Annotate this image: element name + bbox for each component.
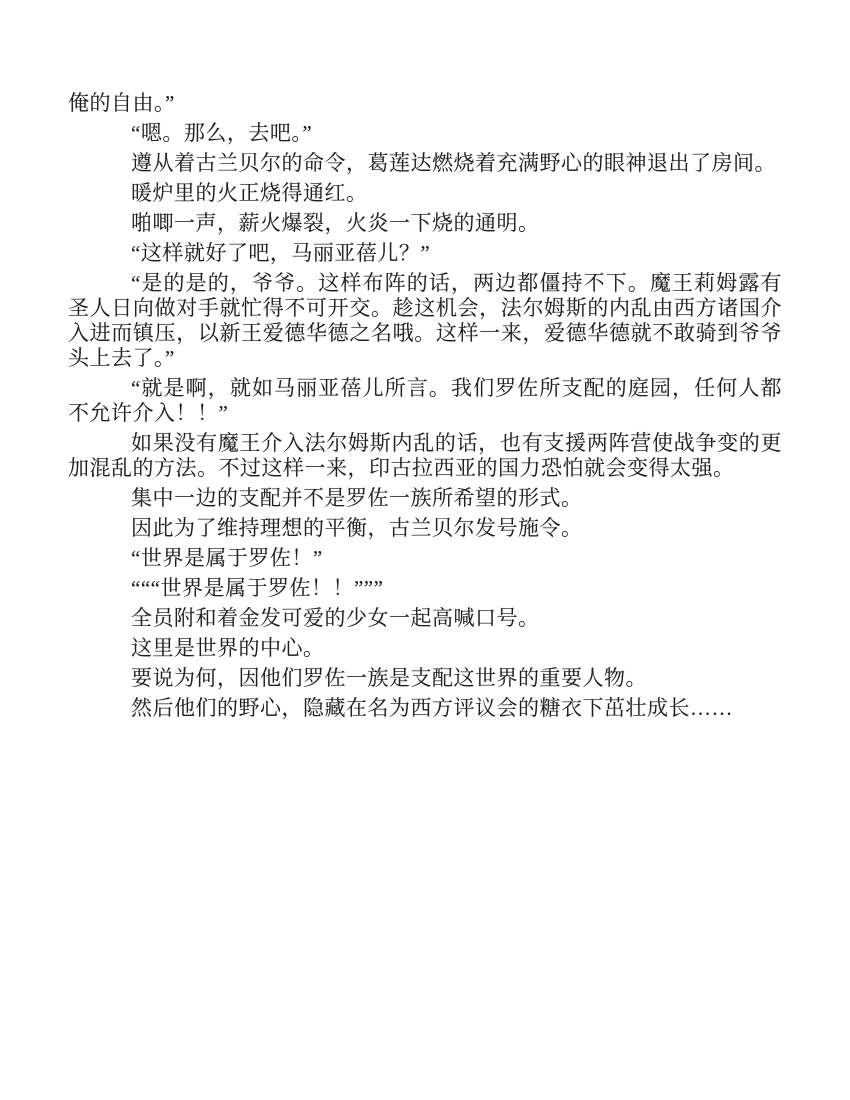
- paragraph: “这样就好了吧，马丽亚蓓儿？”: [131, 241, 431, 265]
- paragraph: 然后他们的野心，隐藏在名为西方评议会的糖衣下茁壮成长……: [131, 696, 733, 720]
- paragraph: 暖炉里的火正烧得通红。: [131, 181, 368, 205]
- paragraph: 要说为何，因他们罗佐一族是支配这世界的重要人物。: [131, 666, 647, 690]
- paragraph: 集中一边的支配并不是罗佐一族所希望的形式。: [131, 486, 583, 510]
- paragraph: “““世界是属于罗佐！！”””: [131, 576, 384, 600]
- paragraph: 这里是世界的中心。: [131, 636, 325, 660]
- page-text: [68, 91, 782, 726]
- paragraph: “嗯。那么，去吧。”: [131, 121, 313, 145]
- paragraph: 俺的自由。”: [68, 91, 175, 115]
- paragraph: “世界是属于罗佐！”: [131, 546, 323, 570]
- paragraph: 因此为了维持理想的平衡，古兰贝尔发号施令。: [131, 516, 583, 540]
- paragraph: “就是啊，就如马丽亚蓓儿所言。我们罗佐所支配的庭园，任何人都不允许介入！！”: [68, 376, 782, 425]
- paragraph: 啪唧一声，薪火爆裂，火炎一下烧的通明。: [131, 211, 540, 235]
- paragraph: 遵从着古兰贝尔的命令，葛莲达燃烧着充满野心的眼神退出了房间。: [131, 151, 776, 175]
- paragraph: 全员附和着金发可爱的少女一起高喊口号。: [131, 606, 540, 630]
- paragraph: 如果没有魔王介入法尔姆斯内乱的话，也有支援两阵营使战争变的更加混乱的方法。不过这样一来，印古拉西亚的国力恐怕就会变得太强。: [68, 431, 782, 480]
- paragraph: “是的是的，爷爷。这样布阵的话，两边都僵持不下。魔王莉姆露有圣人日向做对手就忙得不可开交。趁这机会，法尔姆斯的内乱由西方诸国介入进而镇压，以新王爱德华德之名哦。这样一来，爱德华德就不敢骑到爷爷头上去了。”: [68, 271, 782, 370]
